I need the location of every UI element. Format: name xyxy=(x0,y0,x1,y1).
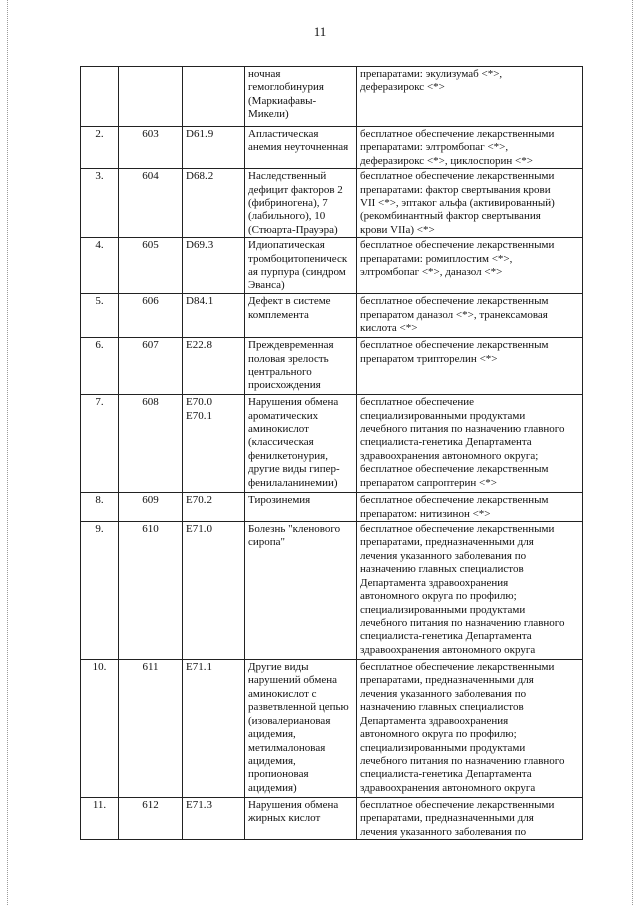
measure-cell xyxy=(357,660,583,798)
measure-text-line: препаратом даназол <*>, транексамовая xyxy=(360,308,548,321)
disease-cell xyxy=(245,395,357,493)
row-id-cell xyxy=(119,660,183,798)
measure-text-line: препаратами: экулизумаб <*>, xyxy=(360,68,503,80)
measure-text-line: бесплатное обеспечение лекарственным xyxy=(360,494,549,507)
icd-code-cell xyxy=(183,238,245,294)
disease-text-line: Идиопатическая xyxy=(248,239,325,252)
row-number-cell xyxy=(81,522,119,660)
table-row xyxy=(81,127,583,169)
disease-text-line: разветвленной цепью xyxy=(248,701,349,714)
icd-code: E22.8 xyxy=(186,339,212,352)
measure-text-line: специализированными продуктами xyxy=(360,603,526,616)
disease-cell xyxy=(245,660,357,798)
disease-cell xyxy=(245,67,357,127)
row-number: 11. xyxy=(92,799,107,812)
measure-text-line: бесплатное обеспечение лекарственным xyxy=(360,339,549,352)
disease-text-line: Нарушения обмена xyxy=(248,799,339,812)
icd-code: E70.2 xyxy=(186,494,212,507)
icd-code: D69.3 xyxy=(186,239,214,252)
row-id: 609 xyxy=(142,494,159,507)
measure-text-line: бесплатное обеспечение лекарственными xyxy=(360,128,555,140)
disease-text-line: Дефект в системе xyxy=(248,295,331,308)
row-id-cell xyxy=(119,493,183,522)
disease-text-line: аминокислот xyxy=(248,423,309,436)
row-number: 8. xyxy=(95,494,104,507)
icd-code: E71.0 xyxy=(186,523,212,536)
disease-text-line: пропионовая xyxy=(248,768,309,781)
disease-text-line: Нарушения обмена xyxy=(248,396,339,409)
icd-code: E71.3 xyxy=(186,799,212,812)
row-id-cell xyxy=(119,798,183,840)
row-id-cell xyxy=(119,67,183,127)
measure-text-line: лечебного питания по назначению главного xyxy=(360,423,565,436)
row-id: 610 xyxy=(142,523,159,536)
row-number-cell xyxy=(81,493,119,522)
row-id-cell xyxy=(119,522,183,660)
row-number: 5. xyxy=(95,295,104,308)
measure-text-line: препаратом трипторелин <*> xyxy=(360,352,498,365)
row-id: 612 xyxy=(142,799,159,812)
row-number-cell xyxy=(81,294,119,338)
measure-text-line: VII <*>, эптаког альфа (активированный) xyxy=(360,197,555,210)
disease-text-line: метилмалоновая xyxy=(248,741,326,754)
disease-text-line: (Стюарта-Прауэра) xyxy=(248,223,338,236)
row-number-cell xyxy=(81,660,119,798)
disease-text-line: другие виды гипер- xyxy=(248,463,340,476)
row-number-cell xyxy=(81,798,119,840)
measure-text-line: бесплатное обеспечение лекарственными xyxy=(360,239,555,252)
row-number-cell xyxy=(81,238,119,294)
measure-cell xyxy=(357,338,583,395)
row-id: 603 xyxy=(142,128,159,140)
measure-text-line: лечения указанного заболевания по xyxy=(360,687,527,700)
icd-code: E71.1 xyxy=(186,661,212,674)
disease-text-line: Микели) xyxy=(248,108,289,121)
row-id-cell xyxy=(119,169,183,238)
row-number: 10. xyxy=(92,661,107,674)
row-number: 2. xyxy=(95,128,104,140)
row-id: 608 xyxy=(142,396,159,409)
measure-text-line: здравоохранения автономного округа; xyxy=(360,449,539,462)
measure-text-line: препаратом сапроптерин <*> xyxy=(360,476,497,489)
disease-text-line: половая зрелость xyxy=(248,352,329,365)
page-number: 11 xyxy=(313,24,327,39)
icd-code-cell xyxy=(183,338,245,395)
disease-text-line: сиропа" xyxy=(248,536,286,549)
table-row xyxy=(81,395,583,493)
row-id: 607 xyxy=(142,339,159,352)
measure-text-line: препаратами, предназначенными для xyxy=(360,536,534,549)
scan-edge-left xyxy=(7,0,8,905)
icd-code: D84.1 xyxy=(186,295,214,308)
measure-text-line: препаратами, предназначенными для xyxy=(360,674,534,687)
measure-text-line: кислота <*> xyxy=(360,322,418,335)
icd-code-cell xyxy=(183,493,245,522)
measure-text-line: бесплатное обеспечение лекарственным xyxy=(360,295,549,308)
measure-text-line: бесплатное обеспечение лекарственными xyxy=(360,661,555,674)
icd-code-cell xyxy=(183,169,245,238)
disease-text-line: ароматических xyxy=(248,409,319,422)
disease-text-line: тромбоцитопеническ xyxy=(248,252,348,265)
table-row xyxy=(81,493,583,522)
disease-cell xyxy=(245,294,357,338)
row-number: 9. xyxy=(95,523,104,536)
disease-text-line: ацидемия, xyxy=(248,728,296,741)
disease-text-line: нарушений обмена xyxy=(248,674,337,687)
disease-cell xyxy=(245,169,357,238)
measure-cell xyxy=(357,798,583,840)
icd-code-cell xyxy=(183,660,245,798)
row-number: 4. xyxy=(95,239,104,252)
disease-text-line: происхождения xyxy=(248,379,321,392)
disease-text-line: ая пурпура (синдром xyxy=(248,266,346,279)
measure-text-line: крови VIIa) <*> xyxy=(360,223,435,236)
table-body xyxy=(81,67,583,840)
disease-cell xyxy=(245,127,357,169)
measure-text-line: деферазирокс <*> xyxy=(360,81,445,94)
disease-text-line: Тирозинемия xyxy=(248,494,311,507)
row-number-cell xyxy=(81,338,119,395)
benefits-table xyxy=(80,66,583,840)
measure-text-line: препаратом: нитизинон <*> xyxy=(360,507,491,520)
row-id-cell xyxy=(119,127,183,169)
measure-text-line: бесплатное обеспечение лекарственными xyxy=(360,799,555,812)
table-row xyxy=(81,169,583,238)
disease-text-line: фенилкетонурия, xyxy=(248,449,328,462)
measure-text-line: специалиста-генетика Департамента xyxy=(360,630,532,643)
disease-text-line: ацидемия, xyxy=(248,754,296,767)
row-id-cell xyxy=(119,395,183,493)
measure-text-line: здравоохранения автономного округа xyxy=(360,781,536,794)
measure-text-line: бесплатное обеспечение лекарственным xyxy=(360,463,549,476)
disease-text-line: (фибриногена), 7 xyxy=(248,197,328,210)
measure-text-line: препаратами, предназначенными для xyxy=(360,812,534,825)
measure-text-line: бесплатное обеспечение лекарственными xyxy=(360,523,555,536)
measure-text-line: специализированными продуктами xyxy=(360,741,526,754)
disease-text-line: анемия неуточненная xyxy=(248,141,349,154)
disease-text-line: (Маркиафавы- xyxy=(248,94,317,107)
icd-code-cell xyxy=(183,294,245,338)
disease-text-line: дефицит факторов 2 xyxy=(248,183,343,196)
disease-text-line: фенилаланинемии) xyxy=(248,476,338,489)
row-id: 606 xyxy=(142,295,159,308)
measure-text-line: элтромбопаг <*>, даназол <*> xyxy=(360,266,503,279)
row-id: 605 xyxy=(142,239,159,252)
disease-text-line: ацидемия) xyxy=(248,781,297,794)
row-id-cell xyxy=(119,238,183,294)
disease-cell xyxy=(245,798,357,840)
measure-text-line: Департамента здравоохранения xyxy=(360,714,509,727)
disease-text-line: (изовалериановая xyxy=(248,714,331,727)
disease-text-line: комплемента xyxy=(248,308,309,321)
measure-cell xyxy=(357,238,583,294)
measure-text-line: препаратами: фактор свертывания крови xyxy=(360,183,551,196)
row-id: 604 xyxy=(142,170,159,183)
measure-text-line: автономного округа по профилю; xyxy=(360,590,517,603)
disease-text-line: жирных кислот xyxy=(248,812,321,825)
disease-text-line: (лабильного), 10 xyxy=(248,210,326,223)
icd-code-cell xyxy=(183,67,245,127)
measure-text-line: препаратами: элтромбопаг <*>, xyxy=(360,141,509,154)
row-number-cell xyxy=(81,67,119,127)
measure-text-line: (рекомбинантный фактор свертывания xyxy=(360,210,541,223)
measure-text-line: автономного округа по профилю; xyxy=(360,728,517,741)
measure-text-line: Департамента здравоохранения xyxy=(360,576,509,589)
measure-cell xyxy=(357,294,583,338)
measure-text-line: бесплатное обеспечение лекарственными xyxy=(360,170,555,183)
disease-cell xyxy=(245,238,357,294)
measure-cell xyxy=(357,127,583,169)
icd-code: E70.1 xyxy=(186,409,212,422)
disease-text-line: Апластическая xyxy=(248,128,319,140)
measure-text-line: лечения указанного заболевания по xyxy=(360,825,527,838)
measure-text-line: назначению главных специалистов xyxy=(360,563,524,576)
disease-text-line: Наследственный xyxy=(248,170,327,183)
row-number-cell xyxy=(81,395,119,493)
table-row xyxy=(81,238,583,294)
table-row xyxy=(81,522,583,660)
measure-text-line: здравоохранения автономного округа xyxy=(360,643,536,656)
icd-code-cell xyxy=(183,522,245,660)
row-number: 7. xyxy=(95,396,104,409)
scan-edge-right xyxy=(632,0,633,905)
row-number: 6. xyxy=(95,339,104,352)
measure-text-line: бесплатное обеспечение xyxy=(360,396,474,409)
table-row xyxy=(81,798,583,840)
disease-text-line: ночная xyxy=(248,68,281,80)
measure-text-line: назначению главных специалистов xyxy=(360,701,524,714)
measure-text-line: лечения указанного заболевания по xyxy=(360,549,527,562)
icd-code-cell xyxy=(183,127,245,169)
icd-code: D68.2 xyxy=(186,170,214,183)
table-row xyxy=(81,660,583,798)
disease-text-line: Преждевременная xyxy=(248,339,334,352)
row-id-cell xyxy=(119,338,183,395)
table-row xyxy=(81,338,583,395)
measure-cell xyxy=(357,67,583,127)
measure-cell xyxy=(357,169,583,238)
disease-text-line: гемоглобинурия xyxy=(248,81,324,94)
measure-text-line: специалиста-генетика Департамента xyxy=(360,436,532,449)
disease-cell xyxy=(245,493,357,522)
measure-text-line: лечебного питания по назначению главного xyxy=(360,616,565,629)
disease-text-line: аминокислот с xyxy=(248,687,317,700)
row-number-cell xyxy=(81,127,119,169)
measure-text-line: лечебного питания по назначению главного xyxy=(360,754,565,767)
measure-text-line: специализированными продуктами xyxy=(360,409,526,422)
table-row xyxy=(81,67,583,127)
icd-code-cell xyxy=(183,395,245,493)
disease-cell xyxy=(245,522,357,660)
disease-text-line: Эванса) xyxy=(248,279,285,292)
row-number: 3. xyxy=(95,170,104,183)
icd-code: E70.0 xyxy=(186,396,212,409)
table-row xyxy=(81,294,583,338)
row-id: 611 xyxy=(142,661,159,674)
disease-text-line: Болезнь "кленового xyxy=(248,523,341,536)
row-id-cell xyxy=(119,294,183,338)
measure-cell xyxy=(357,395,583,493)
measure-cell xyxy=(357,493,583,522)
icd-code-cell xyxy=(183,798,245,840)
disease-text-line: (классическая xyxy=(248,436,314,449)
disease-text-line: Другие виды xyxy=(248,661,309,674)
measure-text-line: специалиста-генетика Департамента xyxy=(360,768,532,781)
disease-cell xyxy=(245,338,357,395)
icd-code: D61.9 xyxy=(186,128,214,140)
measure-text-line: препаратами: ромиплостим <*>, xyxy=(360,252,513,265)
disease-text-line: центрального xyxy=(248,366,312,379)
row-number-cell xyxy=(81,169,119,238)
measure-cell xyxy=(357,522,583,660)
measure-text-line: деферазирокс <*>, циклоспорин <*> xyxy=(360,154,533,167)
